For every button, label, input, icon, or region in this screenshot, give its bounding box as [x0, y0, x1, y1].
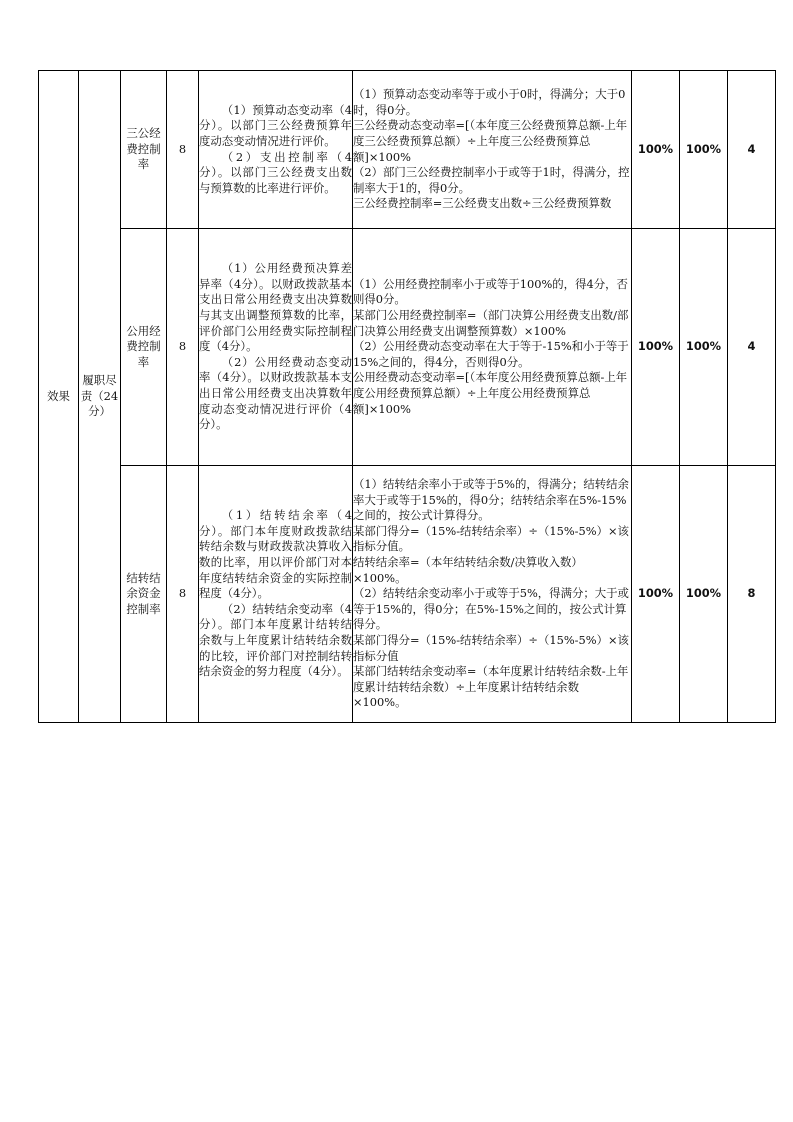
rules-text: 三公经费动态变动率=[（本年度三公经费预算总额-上年度三公经费预算总额）÷上年度三公经费预算总额]×100%	[353, 118, 628, 164]
rules-text: （1）结转结余率小于或等于5%的，得满分；结转结余率大于或等于15%的，得0分；结转结余率在5%-15%之间的，按公式计算得分。	[353, 477, 629, 523]
score-cell: 8	[167, 229, 199, 466]
rules-text: 某部门公用经费控制率=（部门决算公用经费支出数/部门决算公用经费支出调整预算数）×100%	[353, 308, 629, 338]
rules-text: 公用经费动态变动率=[（本年度公用经费预算总额-上年度公用经费预算总额）÷上年度公用经费预算总额]×100%	[353, 370, 628, 416]
table-row	[39, 229, 776, 466]
rules-text: 结转结余率=（本年结转结余数/决算收入数）×100%。	[353, 555, 583, 585]
level2-cell: 履职尽责（24分）	[79, 71, 121, 723]
indicator-cell: 结转结余资金控制率	[121, 466, 167, 723]
standard-text: （2）支出控制率（4分）。以部门三公经费支出数与预算数的比率进行评价。	[199, 149, 352, 195]
indicator-cell: 公用经费控制率	[121, 229, 167, 466]
final-score-cell: 8	[728, 466, 776, 723]
value-a-cell: 100%	[632, 229, 680, 466]
standard-cell	[199, 229, 353, 466]
score-cell: 8	[167, 71, 199, 229]
rules-text: （1）公用经费控制率小于或等于100%的，得4分，否则得0分。	[353, 276, 628, 307]
value-b-cell: 100%	[680, 71, 728, 229]
rules-cell	[353, 466, 632, 723]
table-row	[39, 71, 776, 229]
rules-text: （2）公用经费动态变动率在大于等于-15%和小于等于15%之间的，得4分，否则得0分。	[353, 339, 629, 369]
rules-text: 某部门得分=（15%-结转结余率）÷（15%-5%）×该指标分值	[353, 632, 629, 663]
standard-text: （2）结转结余变动率（4分）。部门本年度累计结转结余数与上年度累计结转结余数的比较，评价部门对控制结转结余资金的努力程度（4分）。	[199, 601, 352, 679]
standard-cell	[199, 71, 353, 229]
score-cell: 8	[167, 466, 199, 723]
rules-text: 三公经费控制率=三公经费支出数÷三公经费预算数	[353, 196, 612, 211]
final-score-cell: 4	[728, 229, 776, 466]
evaluation-table	[38, 70, 776, 723]
rules-cell	[353, 71, 632, 229]
rules-text: 某部门结转结余变动率=（本年度累计结转结余数-上年度累计结转结余数）÷上年度累计结转结余数×100%。	[353, 664, 629, 710]
final-score-cell: 4	[728, 71, 776, 229]
value-b-cell: 100%	[680, 229, 728, 466]
value-b-cell: 100%	[680, 466, 728, 723]
rules-text: （2）结转结余变动率小于或等于5%，得满分；大于或等于15%的，得0分；在5%-15%之间的，按公式计算得分。	[353, 586, 629, 632]
rules-text: （1）预算动态变动率等于或小于0时，得满分；大于0时，得0分。	[353, 87, 626, 117]
value-a-cell: 100%	[632, 71, 680, 229]
standard-text: （2）公用经费动态变动率（4分）。以财政拨款基本支出日常公用经费支出决算数年度动态变动情况进行评价（4分）。	[199, 354, 352, 432]
indicator-cell: 三公经费控制率	[121, 71, 167, 229]
standard-text: （1）公用经费预决算差异率（4分）。以财政拨款基本支出日常公用经费支出决算数与其支出调整预算数的比率，评价部门公用经费实际控制程度（4分）。	[199, 261, 352, 354]
rules-text: 某部门得分=（15%-结转结余率）÷（15%-5%）×该指标分值。	[353, 523, 629, 554]
standard-text: （1）预算动态变动率（4分）。以部门三公经费预算年度动态变动情况进行评价。	[199, 102, 352, 148]
value-a-cell: 100%	[632, 466, 680, 723]
level1-cell: 效果	[39, 71, 79, 723]
standard-text: （1）结转结余率（4分）。部门本年度财政拨款结转结余数与财政拨款决算收入数的比率，用以评价部门对本年度结转结余资金的实际控制程度（4分）。	[199, 508, 352, 601]
standard-cell	[199, 466, 353, 723]
table-row	[39, 466, 776, 723]
rules-text: （2）部门三公经费控制率小于或等于1时，得满分，控制率大于1的，得0分。	[353, 165, 630, 195]
rules-cell	[353, 229, 632, 466]
